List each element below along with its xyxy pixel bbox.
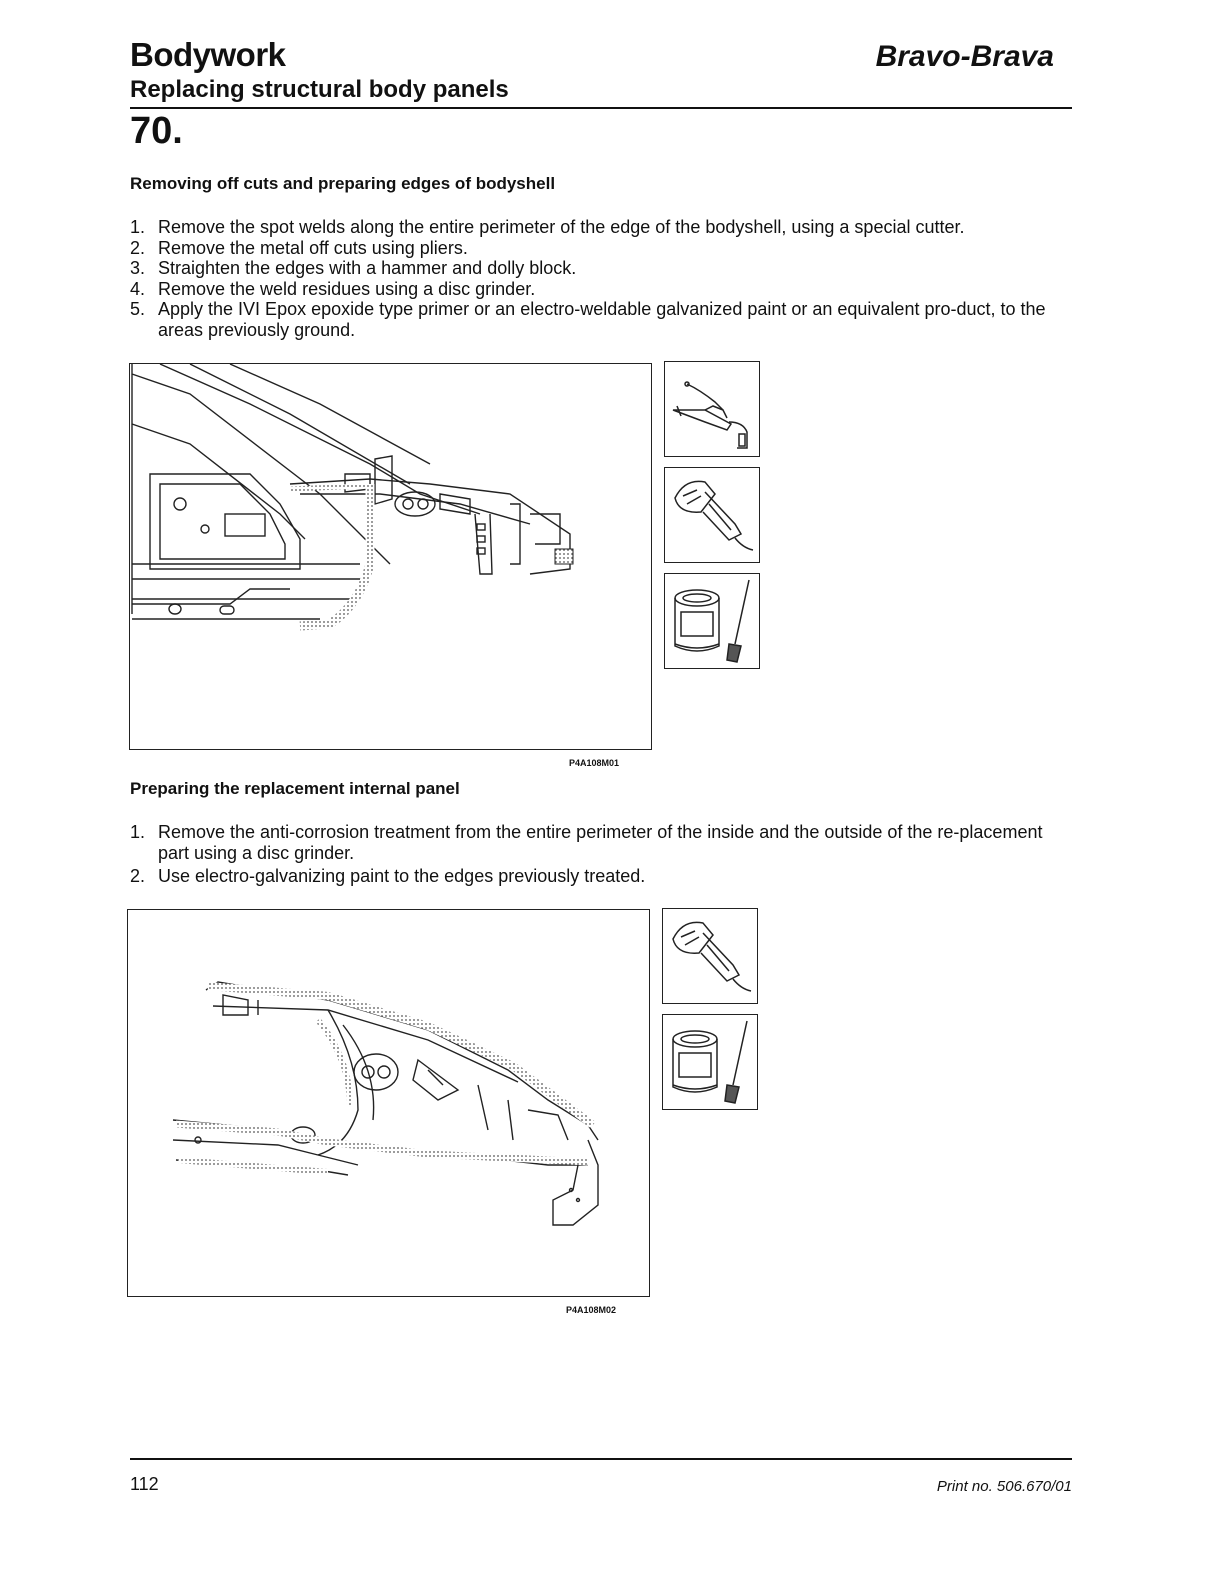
print-number: Print no. 506.670/01 <box>936 1478 1072 1495</box>
step-item: 1. Remove the anti-corrosion treatment from the entire perimeter of the inside and the outside of the re-placement part using a disc grinder. <box>130 822 1043 863</box>
step-item: 5. Apply the IVI Epox epoxide type primer or an electro-weldable galvanized paint or an equivalent pro-duct, to the areas previously ground. <box>130 299 1046 340</box>
internal-panel-figure <box>127 909 650 1297</box>
page-number: 112 <box>130 1474 159 1494</box>
procedure-number: 70. <box>130 110 183 152</box>
step-item: 3. Straighten the edges with a hammer and dolly block. <box>130 258 577 278</box>
section-1-steps <box>130 217 1078 340</box>
bodyshell-drawing <box>130 364 651 749</box>
disc-grinder-icon <box>662 908 758 1004</box>
step-item: 2. Use electro-galvanizing paint to the edges previously treated. <box>130 866 646 886</box>
figure-2-code: P4A108M02 <box>566 1305 617 1315</box>
model-heading: Bravo-Brava <box>875 40 1054 73</box>
section-2-title: Preparing the replacement internal panel <box>130 779 460 798</box>
figure-1-code: P4A108M01 <box>569 758 620 768</box>
step-item: 1. Remove the spot welds along the entire perimeter of the edge of the bodyshell, using a special cutter. <box>130 217 965 237</box>
section-1-title: Removing off cuts and preparing edges of bodyshell <box>130 174 556 193</box>
internal-panel-drawing <box>128 910 649 1296</box>
step-item: 4. Remove the weld residues using a disc grinder. <box>130 278 536 299</box>
disc-grinder-icon <box>664 467 760 563</box>
section-heading: Bodywork <box>130 36 286 73</box>
bodyshell-figure <box>129 363 652 750</box>
step-item: 2. Remove the metal off cuts using pliers. <box>130 237 468 258</box>
header-divider <box>130 107 1072 109</box>
page-subtitle: Replacing structural body panels <box>130 76 509 103</box>
footer-divider <box>130 1458 1072 1460</box>
spot-weld-cutter-icon <box>664 361 760 457</box>
paint-can-brush-icon <box>664 573 760 669</box>
section-2-steps <box>130 822 1078 887</box>
paint-can-brush-icon <box>662 1014 758 1110</box>
